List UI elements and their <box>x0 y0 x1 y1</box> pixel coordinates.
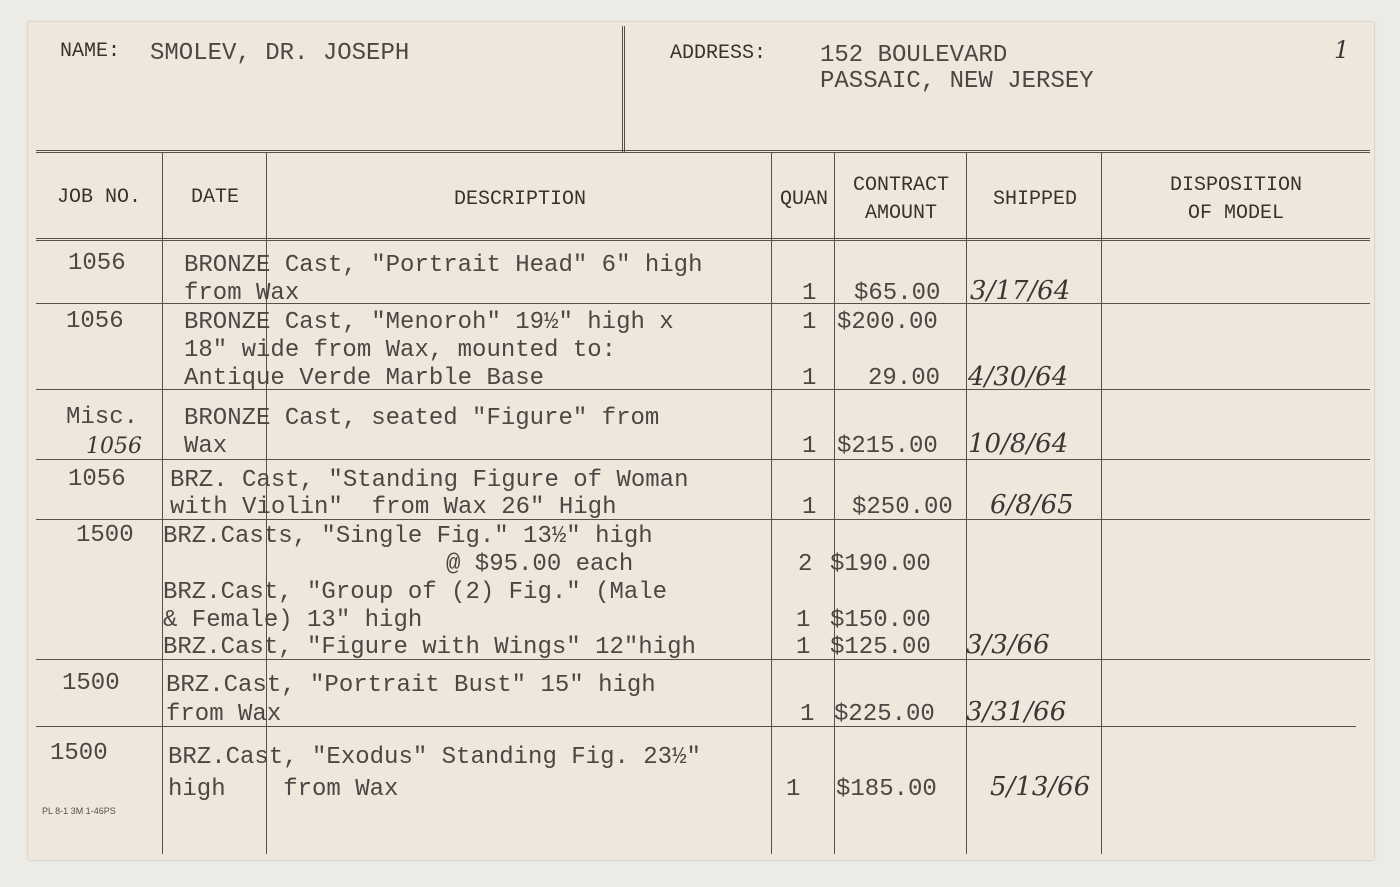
quantity: 1 <box>802 280 817 307</box>
job-number: 1500 <box>50 740 108 767</box>
col-header-of-model: OF MODEL <box>1187 202 1284 225</box>
name-value: SMOLEV, DR. JOSEPH <box>150 40 410 67</box>
description-line: Antique Verde Marble Base <box>184 365 545 392</box>
contract-amount: $65.00 <box>854 280 941 307</box>
col-header-job: JOB NO. <box>56 186 141 209</box>
shipped-date: 6/8/65 <box>990 490 1074 520</box>
contract-amount: 29.00 <box>868 365 941 392</box>
form-code: PL 8-1 3M 1-46PS <box>42 806 116 816</box>
quantity: 1 <box>802 309 817 336</box>
job-number-handwritten: 1056 <box>86 434 142 459</box>
col-divider-quan <box>834 152 835 854</box>
address-label: ADDRESS: <box>670 42 767 65</box>
description-line: with Violin" from Wax 26" High <box>170 494 617 521</box>
column-header-rule <box>36 238 1370 241</box>
quantity: 1 <box>802 365 817 392</box>
quantity: 1 <box>796 634 811 661</box>
row-separator <box>36 459 1370 460</box>
col-header-disposition: DISPOSITION <box>1169 174 1303 197</box>
job-number: 1500 <box>62 670 120 697</box>
job-number: Misc. <box>66 404 139 431</box>
job-number: 1500 <box>76 522 134 549</box>
contract-amount: $215.00 <box>837 433 938 460</box>
col-header-date: DATE <box>190 186 239 209</box>
record-card <box>28 22 1374 860</box>
card-number: 1 <box>1334 36 1350 64</box>
contract-amount: $125.00 <box>830 634 931 661</box>
description-line: @ $95.00 each <box>446 551 634 578</box>
shipped-date: 3/31/66 <box>966 697 1067 727</box>
description-line: BRZ. Cast, "Standing Figure of Woman <box>170 467 689 494</box>
contract-amount: $200.00 <box>837 309 938 336</box>
description-line: from Wax <box>184 280 300 307</box>
quantity: 1 <box>802 494 817 521</box>
description-line: BRZ.Cast, "Exodus" Standing Fig. 23½" <box>168 744 701 771</box>
contract-amount: $190.00 <box>830 551 931 578</box>
contract-amount: $250.00 <box>852 494 953 521</box>
description-line: BRZ.Cast, "Figure with Wings" 12"high <box>163 634 696 661</box>
description-line: BRZ.Cast, "Group of (2) Fig." (Male <box>163 579 668 606</box>
description-line: BRZ.Casts, "Single Fig." 13½" high <box>163 523 653 550</box>
col-header-shipped: SHIPPED <box>992 188 1077 211</box>
col-header-quan: QUAN <box>779 188 828 211</box>
col-header-description: DESCRIPTION <box>453 188 587 211</box>
description-line: & Female) 13" high <box>163 607 423 634</box>
quantity: 1 <box>796 607 811 634</box>
job-number: 1056 <box>68 250 126 277</box>
description-line: Wax <box>184 433 228 460</box>
address-line-2: PASSAIC, NEW JERSEY <box>820 68 1094 95</box>
col-header-amount: AMOUNT <box>864 202 937 225</box>
header-rule <box>36 150 1370 153</box>
shipped-date: 4/30/64 <box>968 362 1069 392</box>
shipped-date: 10/8/64 <box>968 429 1069 459</box>
job-number: 1056 <box>66 308 124 335</box>
address-line-1: 152 BOULEVARD <box>820 42 1008 69</box>
description-line: from Wax <box>166 701 282 728</box>
shipped-date: 3/3/66 <box>966 630 1050 660</box>
col-header-contract: CONTRACT <box>852 174 949 197</box>
quantity: 1 <box>800 701 815 728</box>
description-line: BRONZE Cast, seated "Figure" from <box>184 405 660 432</box>
contract-amount: $185.00 <box>836 776 937 803</box>
shipped-date: 5/13/66 <box>990 772 1091 802</box>
contract-amount: $225.00 <box>834 701 935 728</box>
quantity: 2 <box>798 551 813 578</box>
description-line: BRONZE Cast, "Portrait Head" 6" high <box>184 252 703 279</box>
job-number: 1056 <box>68 466 126 493</box>
description-line: BRZ.Cast, "Portrait Bust" 15" high <box>166 672 656 699</box>
col-divider-shipped <box>1101 152 1102 854</box>
header-divider <box>622 26 625 152</box>
contract-amount: $150.00 <box>830 607 931 634</box>
col-divider-desc <box>771 152 772 854</box>
quantity: 1 <box>802 433 817 460</box>
quantity: 1 <box>786 776 801 803</box>
shipped-date: 3/17/64 <box>970 276 1071 306</box>
description-line: BRONZE Cast, "Menoroh" 19½" high x <box>184 309 674 336</box>
col-divider-job <box>162 152 163 854</box>
col-divider-amount <box>966 152 967 854</box>
description-line: high from Wax <box>168 776 399 803</box>
description-line: 18" wide from Wax, mounted to: <box>184 337 617 364</box>
name-label: NAME: <box>60 40 121 63</box>
